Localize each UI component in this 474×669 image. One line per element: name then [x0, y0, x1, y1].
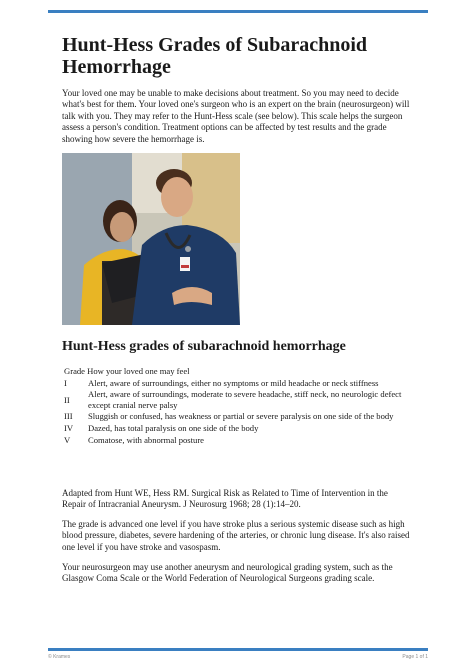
- table-row: [64, 411, 414, 423]
- intro-paragraph: Your loved one may be unable to make decisions about treatment. So you may need to decide what's best for them. Your loved one's surgeon who is an expert on the brain (neurosurgeon) will talk with you. They may refer to the Hunt-Hess scale (see below). This scale helps the surgeon assess a person's condition. Treatment options can be affected by test results and the grade showing how severe the hemorrhage is.: [62, 88, 410, 144]
- citation: Adapted from Hunt WE, Hess RM. Surgical Risk as Related to Time of Intervention in the Repair of Intracranial Aneurysm. J Neurosurg 1968; 28 (1):14–20.: [62, 488, 388, 510]
- page-title: Hunt-Hess Grades of Subarachnoid Hemorrhage: [62, 34, 368, 78]
- grade-cell: IV: [64, 423, 74, 434]
- grade-cell: II: [64, 394, 70, 405]
- header-rule: [48, 10, 428, 13]
- description-cell: Alert, aware of surroundings, moderate to severe headache, stiff neck, no neurologic defect except cranial nerve palsy: [88, 389, 402, 410]
- section-heading: Hunt-Hess grades of subarachnoid hemorrhage: [62, 339, 346, 354]
- table-row: [64, 435, 414, 447]
- grade-cell: I: [64, 377, 67, 388]
- description-cell: Sluggish or confused, has weakness or partial or severe paralysis on one side of the body: [88, 411, 394, 422]
- table-row: [64, 389, 414, 411]
- page-number: Page 1 of 1: [402, 654, 428, 660]
- nurse-and-woman-photo: [62, 153, 240, 325]
- table-header: Grade How your loved one may feel: [64, 366, 190, 376]
- grade-cell: V: [64, 434, 71, 445]
- description-cell: Alert, aware of surroundings, either no symptoms or mild headache or neck stiffness: [88, 377, 379, 388]
- grade-table: [64, 366, 414, 446]
- table-row: [64, 378, 414, 390]
- table-row: [64, 423, 414, 435]
- description-cell: Dazed, has total paralysis on one side of the body: [88, 423, 259, 434]
- other-grading-systems-paragraph: Your neurosurgeon may use another aneurysm and neurological grading system, such as the Glasgow Coma Scale or the World Federation of Neurological Surgeons grading scale.: [62, 562, 393, 584]
- copyright-text: © Krames: [48, 654, 71, 660]
- grade-advancement-paragraph: The grade is advanced one level if you have stroke plus a serious systemic disease such as high blood pressure, diabetes, severe hardening of the arteries, or chronic lung disease. It's also raised one level if you have stroke and vasospasm.: [62, 519, 410, 552]
- footer-rule: [48, 648, 428, 651]
- grade-cell: III: [64, 411, 73, 422]
- description-cell: Comatose, with abnormal posture: [88, 434, 204, 445]
